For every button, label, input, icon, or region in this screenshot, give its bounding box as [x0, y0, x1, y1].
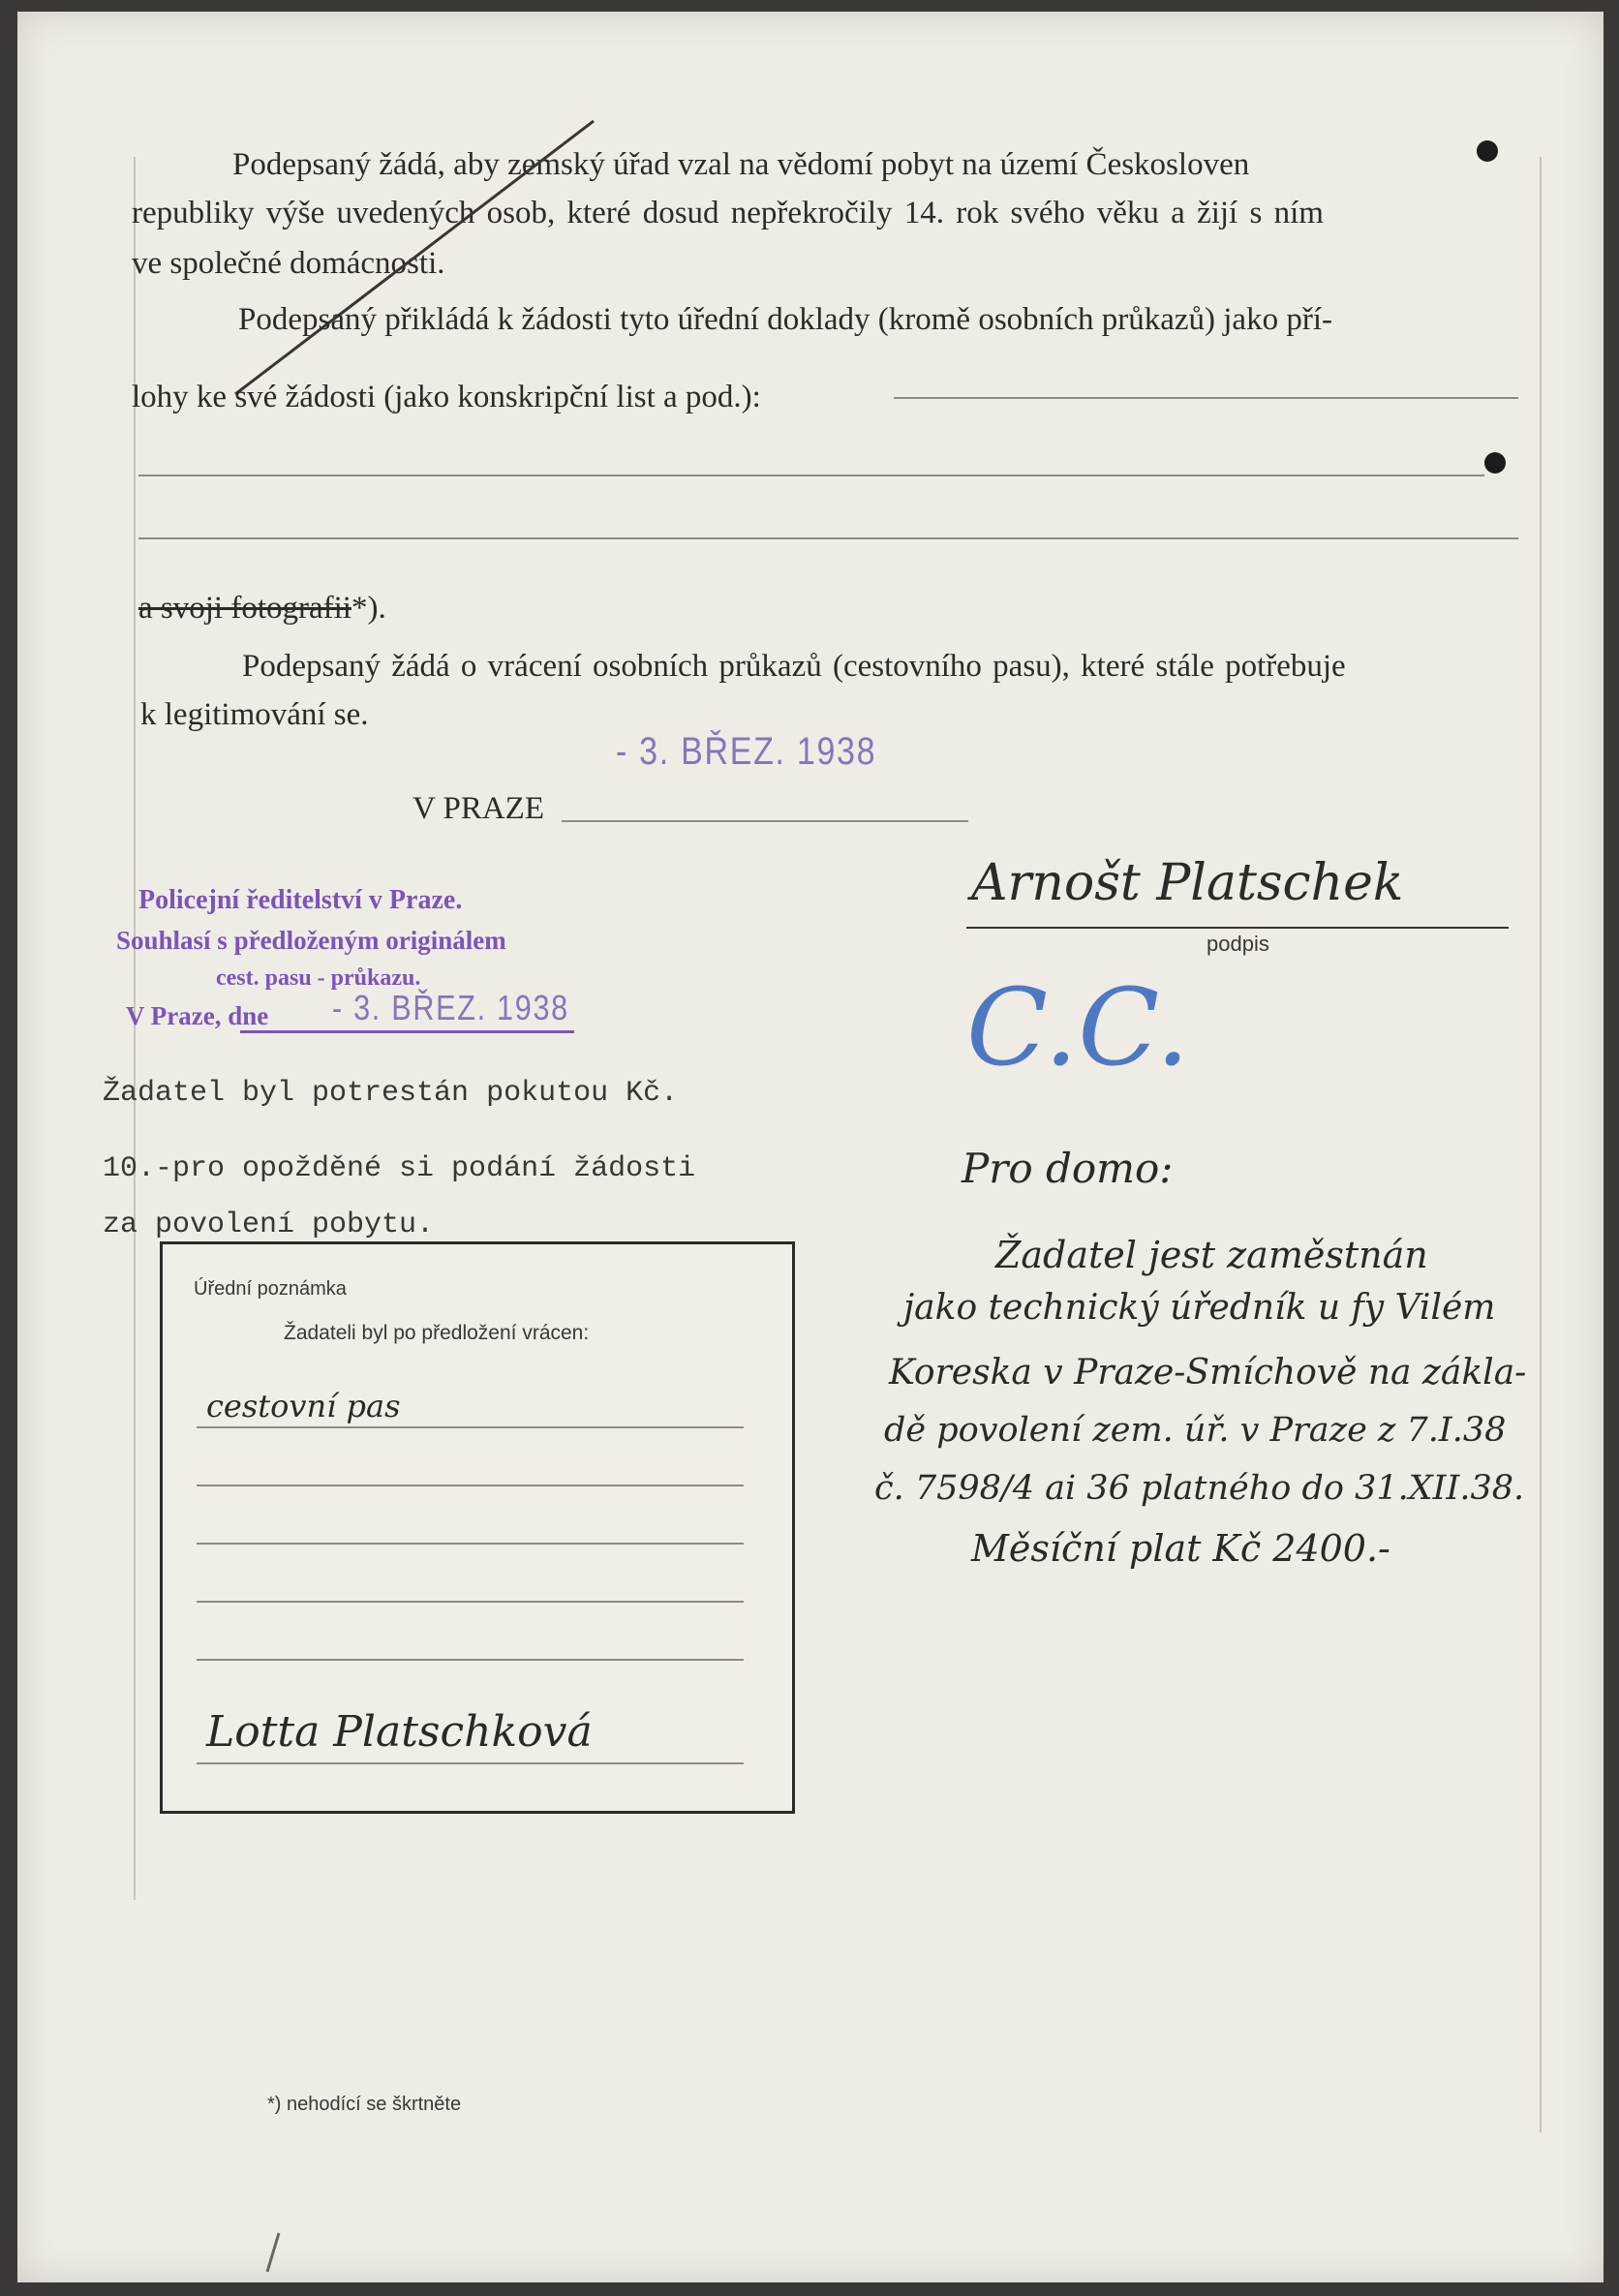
handwritten-note-line-2: Žadatel jest zaměstnán	[995, 1234, 1428, 1276]
paragraph-1-line-2: republiky výše uvedených osob, které dosud nepřekročily 14. rok svého věku a žijí s ním	[132, 196, 1324, 230]
signature-label: podpis	[1207, 932, 1269, 956]
blank-line-3	[138, 537, 1518, 539]
handwritten-note-line-3: jako technický úředník u fy Vilém	[903, 1288, 1496, 1328]
typed-note-line-3: za povolení pobytu.	[103, 1209, 435, 1241]
paragraph-3-line-1: Podepsaný žádá o vrácení osobních průkazů (cestovního pasu), které stále potřebuje	[242, 649, 1346, 684]
paragraph-1-line-3: ve společné domácnosti.	[132, 246, 445, 281]
official-note-signature: Lotta Platschková	[206, 1707, 593, 1757]
police-stamp-underline	[240, 1030, 574, 1033]
blank-line-2	[138, 475, 1484, 476]
document-page	[17, 12, 1604, 2282]
box-line-2	[197, 1485, 744, 1486]
punch-hole-dot	[1484, 452, 1506, 474]
handwritten-note-line-4: Koreska v Praze-Smíchově na zákla-	[889, 1353, 1527, 1393]
box-line-1	[197, 1426, 744, 1428]
official-note-box	[160, 1241, 795, 1814]
footnote-marker: *).	[351, 591, 386, 626]
handwritten-note-line-6: č. 7598/4 ai 36 platného do 31.XII.38.	[874, 1469, 1525, 1508]
struck-text: a svoji fotografii	[138, 591, 351, 626]
date-line	[562, 820, 968, 822]
typed-note-line-1: Žadatel byl potrestán pokutou Kč.	[103, 1077, 679, 1110]
box-line-6	[197, 1762, 744, 1764]
right-margin-line	[1540, 157, 1542, 2132]
blank-line-1	[894, 397, 1518, 399]
police-stamp-line-2: Souhlasí s předloženým originálem	[116, 926, 506, 955]
box-line-3	[197, 1543, 744, 1545]
handwritten-note-line-5: dě povolení zem. úř. v Praze z 7.I.38	[884, 1411, 1507, 1450]
blue-initials: C.C.	[966, 965, 1190, 1089]
signature-line	[966, 927, 1509, 929]
punch-hole-dot	[1477, 140, 1498, 162]
paragraph-3-line-2: k legitimování se.	[140, 697, 369, 732]
official-note-title: Úřední poznámka	[194, 1278, 347, 1300]
cross-out-stroke	[226, 113, 603, 404]
official-note-entry: cestovní pas	[206, 1388, 401, 1424]
paragraph-2-line-1: Podepsaný přikládá k žádosti tyto úřední doklady (kromě osobních průkazů) jako pří-	[238, 302, 1332, 337]
police-stamp-line-1: Policejní ředitelství v Praze.	[138, 885, 463, 915]
handwritten-note-line-1: Pro domo:	[962, 1145, 1174, 1192]
box-line-4	[197, 1601, 744, 1603]
pencil-mark	[258, 2229, 287, 2278]
box-line-5	[197, 1659, 744, 1661]
paragraph-1-line-1: Podepsaný žádá, aby zemský úřad vzal na vědomí pobyt na území Českosloven	[232, 147, 1250, 182]
official-note-subtitle: Žadateli byl po předložení vrácen:	[284, 1322, 590, 1344]
police-stamp-line-4: V Praze, dne	[126, 1001, 269, 1030]
place-label: V PRAZE	[412, 791, 544, 826]
police-stamp-line-3: cest. pasu - průkazu.	[216, 965, 421, 991]
applicant-signature: Arnošt Platschek	[971, 854, 1404, 912]
footnote: *) nehodící se škrtněte	[267, 2094, 462, 2115]
police-stamp-date: - 3. BŘEZ. 1938	[332, 988, 569, 1027]
date-stamp: - 3. BŘEZ. 1938	[616, 730, 877, 773]
typed-note-line-2: 10.-pro opožděné si podání žádosti	[103, 1152, 696, 1185]
paragraph-2-line-2: lohy ke své žádosti (jako konskripční list a pod.):	[132, 380, 761, 414]
paragraph-2-line-3	[138, 591, 386, 627]
handwritten-note-line-7: Měsíční plat Kč 2400.-	[971, 1527, 1390, 1570]
